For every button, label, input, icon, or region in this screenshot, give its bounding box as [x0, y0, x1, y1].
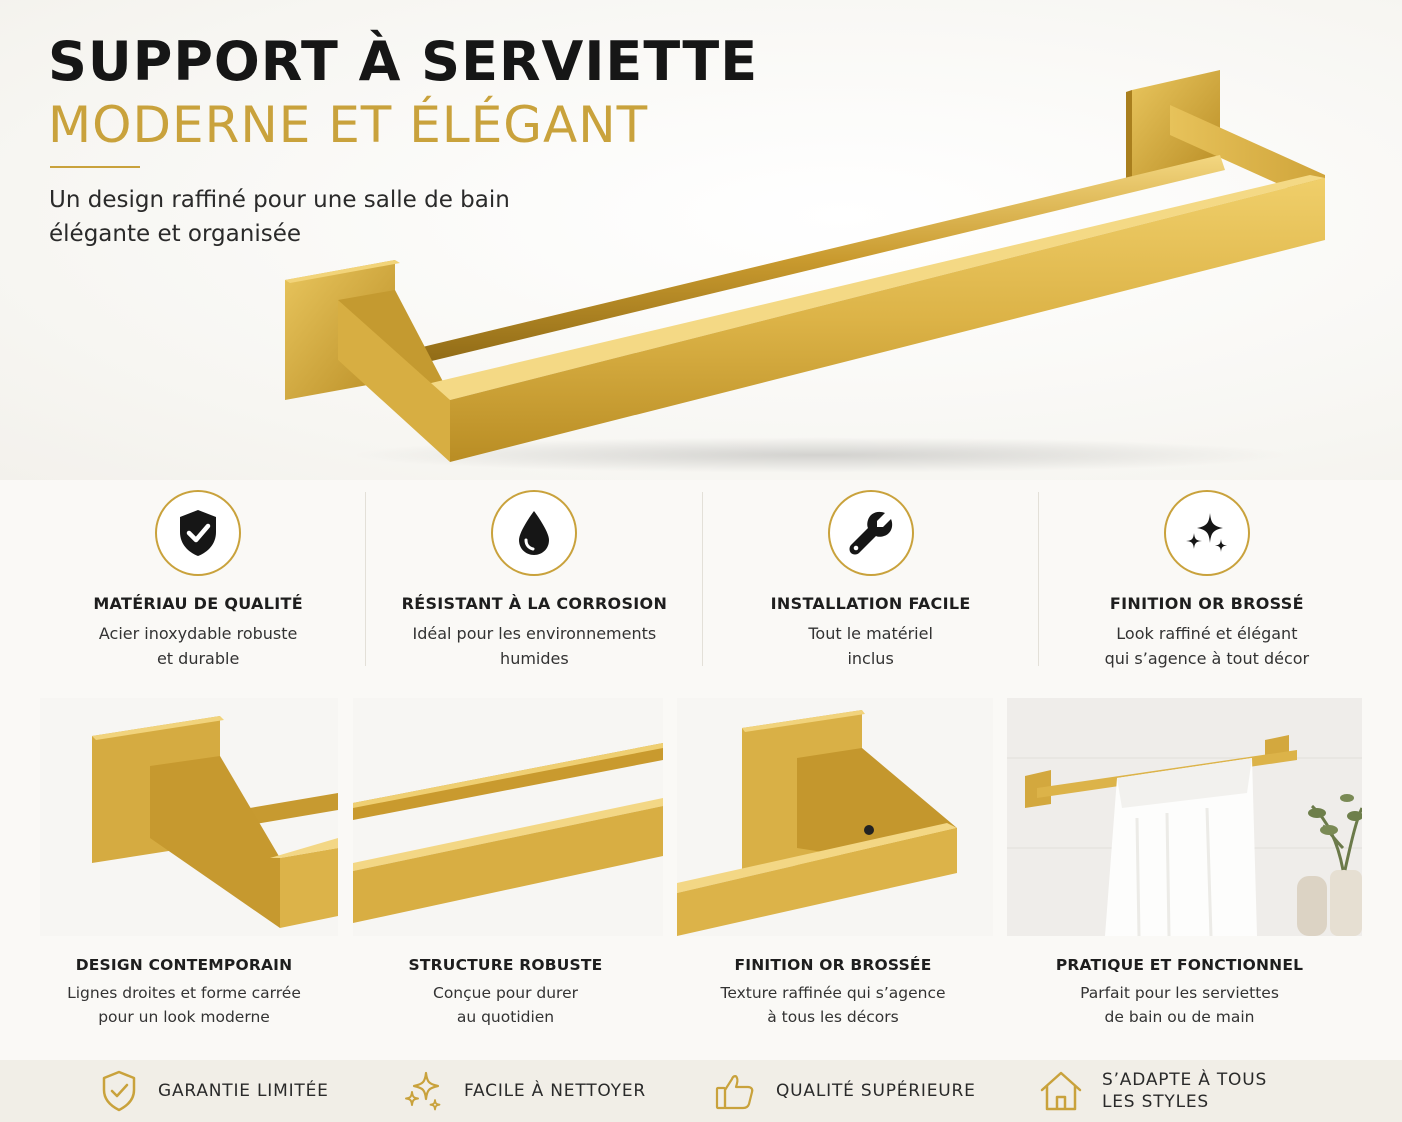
feature-icon-circle [828, 490, 914, 576]
badge-label [464, 1080, 646, 1102]
caption-desc-line-1: Lignes droites et forme carrée [67, 984, 301, 1002]
sparkles-icon [402, 1070, 444, 1112]
feature-icon-circle [155, 490, 241, 576]
title-divider [50, 166, 140, 168]
wrench-icon [847, 509, 895, 557]
feature-title: MATÉRIAU DE QUALITÉ [93, 594, 303, 613]
badge-label-line-2: LES STYLES [1102, 1092, 1209, 1112]
feature-description [1039, 621, 1375, 671]
feature-title: INSTALLATION FACILE [770, 594, 971, 613]
caption-description [1007, 981, 1352, 1029]
gallery-photo-bathroom [1007, 698, 1362, 936]
shield-check-icon [100, 1069, 138, 1113]
caption-desc-line-2: à tous les décors [767, 1008, 899, 1026]
page-subtitle: MODERNE ET ÉLÉGANT [48, 96, 649, 154]
feature-description [703, 621, 1039, 671]
gallery-photo-finish [677, 698, 993, 936]
feature-desc-line-1: Look raffiné et élégant [1116, 624, 1298, 643]
feature-description [30, 621, 366, 671]
tagline-line-1: Un design raffiné pour une salle de bain [49, 187, 510, 213]
feature-desc-line-1: Acier inoxydable robuste [98, 624, 298, 643]
feature-item-installation [703, 488, 1039, 668]
page-title: SUPPORT À SERVIETTE [48, 30, 759, 93]
gallery-caption-structure [353, 956, 658, 1029]
feature-desc-line-2: humides [500, 649, 569, 668]
benefits-bar [0, 1060, 1402, 1122]
house-icon [1038, 1069, 1084, 1113]
caption-desc-line-2: au quotidien [456, 1008, 555, 1026]
caption-title: PRATIQUE ET FONCTIONNEL [1055, 956, 1304, 974]
badge-label-line-1: QUALITÉ SUPÉRIEURE [776, 1081, 976, 1101]
caption-title: DESIGN CONTEMPORAIN [75, 956, 293, 974]
caption-description [40, 981, 328, 1029]
feature-item-material [30, 488, 366, 668]
gallery-caption-design [40, 956, 328, 1029]
thumbs-up-icon [714, 1070, 756, 1112]
towel-rack-product-image [260, 60, 1350, 480]
feature-desc-line-2: et durable [156, 649, 240, 668]
feature-desc-line-1: Idéal pour les environnements [412, 624, 657, 643]
caption-desc-line-2: de bain ou de main [1104, 1008, 1255, 1026]
hero-section [0, 0, 1402, 480]
feature-desc-line-2: inclus [847, 649, 894, 668]
badge-label [158, 1080, 329, 1102]
badge-label-line-1: GARANTIE LIMITÉE [158, 1081, 329, 1101]
feature-icon-circle [1164, 490, 1250, 576]
feature-item-corrosion [366, 488, 702, 668]
feature-description [366, 621, 702, 671]
water-drop-icon [516, 509, 552, 557]
gallery-photo-design [40, 698, 338, 936]
badge-quality [714, 1060, 976, 1122]
badge-label [1102, 1069, 1267, 1113]
shield-check-icon [176, 508, 220, 558]
caption-desc-line-1: Conçue pour durer [433, 984, 578, 1002]
caption-desc-line-1: Texture raffinée qui s’agence [720, 984, 946, 1002]
gallery-photo-structure [353, 698, 663, 936]
caption-title: FINITION OR BROSSÉE [734, 956, 932, 974]
sparkles-icon [1183, 509, 1231, 557]
feature-icon-circle [491, 490, 577, 576]
caption-desc-line-1: Parfait pour les serviettes [1080, 984, 1279, 1002]
badge-warranty [100, 1060, 329, 1122]
badge-label-line-1: S’ADAPTE À TOUS [1102, 1070, 1268, 1090]
caption-description [677, 981, 989, 1029]
badge-easy-clean [402, 1060, 646, 1122]
badge-label [776, 1080, 976, 1102]
badge-label-line-1: FACILE À NETTOYER [464, 1081, 646, 1101]
badge-styles [1038, 1060, 1267, 1122]
gallery-caption-finish [677, 956, 989, 1029]
feature-desc-line-2: qui s’agence à tout décor [1104, 649, 1310, 668]
feature-item-finish [1039, 488, 1375, 668]
caption-title: STRUCTURE ROBUSTE [408, 956, 603, 974]
feature-list [30, 488, 1375, 668]
caption-description [353, 981, 658, 1029]
feature-title: RÉSISTANT À LA CORROSION [401, 594, 668, 613]
tagline-line-2: élégante et organisée [49, 221, 301, 247]
caption-desc-line-2: pour un look moderne [98, 1008, 270, 1026]
gallery-caption-practical [1007, 956, 1352, 1029]
feature-title: FINITION OR BROSSÉ [1109, 594, 1304, 613]
feature-desc-line-1: Tout le matériel [808, 624, 933, 643]
